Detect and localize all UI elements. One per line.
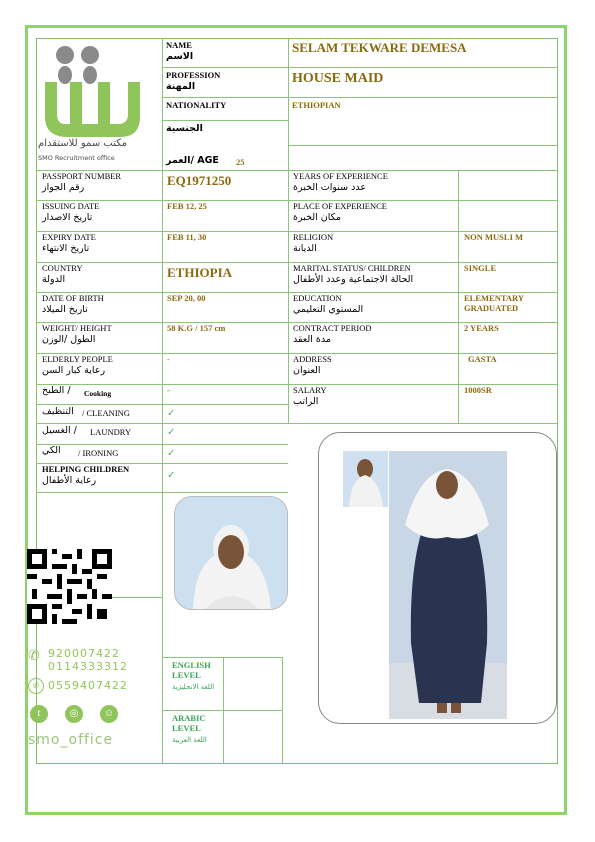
row-label-ar: رقم الجواز [42, 182, 85, 193]
profession-value: HOUSE MAID [292, 71, 384, 86]
skill-label-ar: الكي [42, 445, 61, 456]
row-label2: YEARS OF EXPERIENCE [293, 171, 388, 181]
row-label: EXPIRY DATE [42, 232, 96, 242]
instagram-icon[interactable]: ◎ [65, 705, 83, 723]
row-label2-ar: الراتب [293, 396, 319, 407]
skill-label: HELPING CHILDREN [42, 464, 130, 474]
arabic-level-label-ar: اللغة العربية [172, 736, 207, 744]
row-label-ar: تاريخ الانتهاء [42, 243, 90, 254]
skill-label-ar: رعاية الأطفال [42, 475, 97, 486]
nationality-label: NATIONALITY [166, 100, 227, 110]
skill-check: ✓ [167, 408, 176, 419]
row-value: FEB 11, 30 [167, 232, 207, 242]
profession-label: PROFESSION [166, 70, 221, 80]
row-label-ar: رعاية كبار السن [42, 365, 106, 376]
row-value: EQ1971250 [167, 173, 232, 188]
skill-check: ✓ [167, 427, 176, 438]
row-label2: EDUCATION [293, 293, 342, 303]
row-label2: SALARY [293, 385, 327, 395]
logo-english: SMO Recruitment office [38, 154, 115, 162]
twitter-icon[interactable]: t [30, 705, 48, 723]
row-label: PASSPORT NUMBER [42, 171, 122, 181]
full-body-photo [318, 432, 557, 724]
row-label-ar: تاريخ الاصدار [42, 212, 93, 223]
row-value2: 2 YEARS [464, 323, 499, 333]
arabic-level-label: ARABIC LEVEL [172, 713, 206, 733]
snapchat-icon[interactable]: ☺ [100, 705, 118, 723]
age-value: 25 [236, 157, 245, 167]
row-value: ETHIOPIA [167, 265, 233, 280]
row-label: COUNTRY [42, 263, 83, 273]
row-label2-ar: الحالة الاجتماعية وعدد الأطفال [293, 274, 414, 285]
row-label2: RELIGION [293, 232, 334, 242]
logo-arabic: مكتب سمو للاستقدام [38, 138, 128, 149]
passport-photo [174, 496, 288, 610]
name-value: SELAM TEKWARE DEMESA [292, 40, 467, 55]
row-label-ar: الدولة [42, 274, 66, 285]
skill-check: ✓ [167, 448, 176, 459]
row-value: FEB 12, 25 [167, 201, 207, 211]
age-label: العمر/ AGE [166, 155, 219, 166]
row-label-ar: الطول /الوزن [42, 334, 96, 345]
row-label: WEIGHT/ HEIGHT [42, 323, 112, 333]
row-value2: ELEMENTARY GRADUATED [464, 293, 524, 313]
skill-check: ✓ [167, 470, 176, 481]
row-label2: CONTRACT PERIOD [293, 323, 372, 333]
row-value: 58 K.G / 157 cm [167, 323, 226, 333]
row-label: DATE OF BIRTH [42, 293, 104, 303]
row-value2: GASTA [468, 354, 497, 364]
row-label: ELDERLY PEOPLE [42, 354, 113, 364]
row-label2-ar: عدد سنوات الخبرة [293, 182, 366, 193]
row-label2-ar: مدة العقد [293, 334, 331, 345]
phone1[interactable]: 920007422 [48, 647, 120, 660]
row-label2-ar: مكان الخبرة [293, 212, 341, 223]
english-level-label: ENGLISH LEVEL [172, 660, 211, 680]
row-label2-ar: الديانة [293, 243, 317, 254]
skill-label: LAUNDRY [90, 427, 132, 437]
row-label-ar: تاريخ الميلاد [42, 304, 88, 315]
nationality-value: ETHIOPIAN [292, 100, 341, 110]
row-label2: MARITAL STATUS/ CHILDREN [293, 263, 411, 273]
name-label: NAME [166, 40, 192, 50]
logo-mark [40, 42, 158, 142]
row-value: - [167, 385, 170, 395]
english-level-label-ar: اللغة الانجليزية [172, 683, 215, 691]
row-label: Cooking [84, 389, 112, 398]
qr-code[interactable] [27, 549, 112, 624]
row-label2-ar: العنوان [293, 365, 321, 376]
row-value: - [167, 354, 170, 364]
name-label-ar: الاسم [166, 51, 194, 62]
row-label2: PLACE OF EXPERIENCE [293, 201, 387, 211]
row-value: SEP 20, 00 [167, 293, 206, 303]
row-value2: NON MUSLI M [464, 232, 524, 242]
row-value2: 1000SR [464, 385, 492, 395]
nationality-label-ar: الجنسية [166, 123, 203, 134]
profession-label-ar: المهنة [166, 81, 196, 92]
row-label2-ar: المستوي التعليمي [293, 304, 364, 315]
social-handle[interactable]: smo_office [28, 732, 114, 748]
row-label-ar: الطبخ / [42, 385, 71, 396]
whatsapp-icon: ✆ [28, 678, 44, 694]
phone-icon: ✆ [28, 649, 40, 664]
skill-label: / IRONING [78, 448, 119, 458]
phone2[interactable]: 0114333312 [48, 660, 128, 673]
skill-label: / CLEANING [82, 408, 130, 418]
skill-label-ar: التنظيف [42, 406, 74, 417]
row-value2: SINGLE [464, 263, 497, 273]
whatsapp[interactable]: 0559407422 [48, 679, 128, 692]
row-label2: ADDRESS [293, 354, 332, 364]
smo-logo [40, 42, 158, 167]
row-label: ISSUING DATE [42, 201, 100, 211]
skill-label-ar: الغسيل / [42, 425, 77, 436]
